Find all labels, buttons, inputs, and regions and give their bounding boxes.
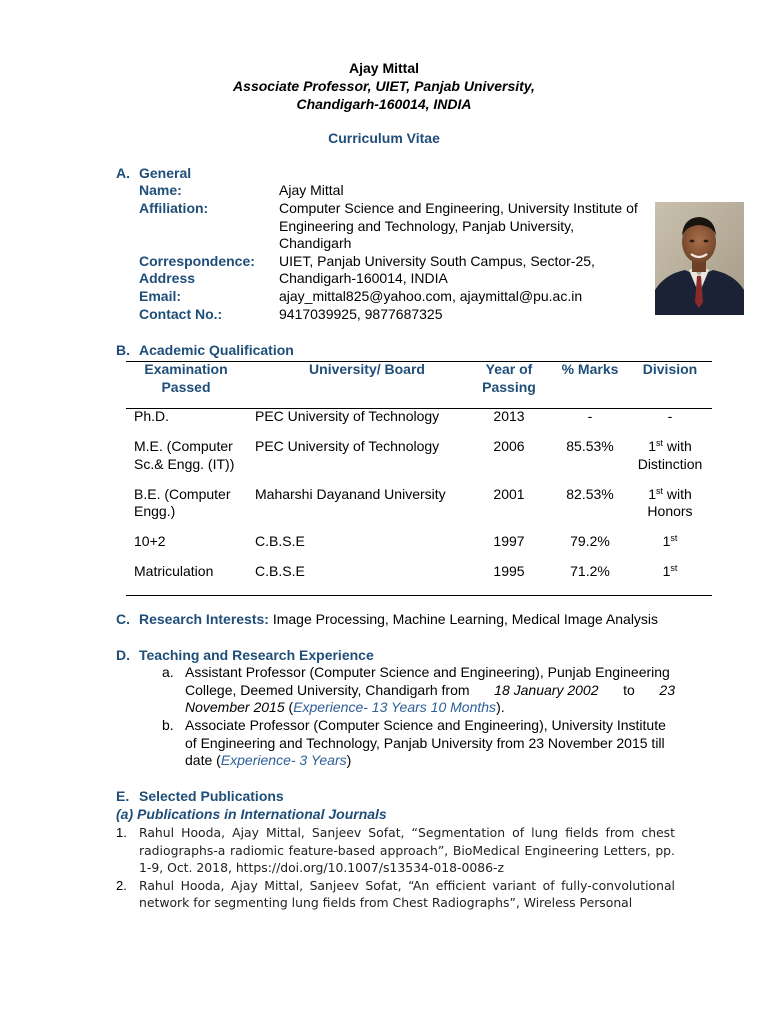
section-b-title: Academic Qualification [139, 342, 294, 358]
name-value: Ajay Mittal [279, 182, 344, 198]
exam-cell: Matriculation [134, 563, 214, 579]
contact-label: Contact No.: [139, 305, 223, 322]
name-label: Name: [139, 182, 182, 198]
year-cell: 1997 [493, 533, 525, 549]
profile-photo [655, 202, 744, 315]
contact-value: 9417039925, 9877687325 [279, 305, 443, 322]
affiliation-line-1: Computer Science and Engineering, University Institute of [279, 200, 638, 216]
publication-number: 2. [116, 877, 127, 893]
year-cell: 2006 [493, 438, 525, 454]
exp-b-duration: Experience- 3 Years [220, 752, 347, 768]
col-header-university: University/ Board [309, 361, 425, 377]
section-d-letter: D. [116, 647, 130, 663]
exam-cell: Ph.D. [134, 408, 170, 424]
col-header-exam: Examination Passed [144, 361, 228, 395]
email-label: Email: [139, 288, 182, 304]
research-interests [139, 610, 658, 628]
affiliation-label: Affiliation: [139, 200, 209, 216]
exp-a-line-3: November 2015 (Experience- 13 Years 10 Months). [185, 699, 505, 715]
table-row [134, 486, 230, 521]
exam-cell-line2: Engg.) [134, 503, 176, 519]
cv-name: Ajay Mittal [348, 60, 419, 76]
exp-a-duration: Experience- 13 Years 10 Months [293, 699, 497, 715]
exp-a-line-2: College, Deemed University, Chandigarh from 18 January 2002 to 23 [185, 681, 675, 698]
publications-subtitle: (a) Publications in International Journals [116, 806, 387, 822]
marks-cell: 79.2% [570, 533, 610, 549]
division-cell: 1st with Honors [647, 485, 693, 519]
exp-b-line-2: of Engineering and Technology, Panjab University from 23 November 2015 till [185, 734, 665, 751]
marks-cell: 71.2% [570, 563, 610, 579]
section-c-title: Research Interests: [139, 611, 269, 627]
section-b-letter: B. [116, 342, 130, 358]
division-cell: 1st [662, 563, 678, 579]
year-cell: 1995 [493, 563, 525, 579]
exam-cell: 10+2 [134, 533, 166, 549]
marks-cell: 82.53% [566, 485, 614, 502]
doc-title: Curriculum Vitae [328, 130, 440, 146]
section-e-letter: E. [116, 788, 130, 804]
division-cell: 1st [662, 533, 678, 549]
col-header-year: Year of Passing [482, 361, 536, 395]
year-cell: 2001 [493, 485, 525, 502]
research-interests-value: Image Processing, Machine Learning, Medical Image Analysis [272, 611, 659, 627]
exam-cell-line2: Sc.& Engg. (IT)) [134, 455, 235, 472]
col-header-marks: % Marks [561, 361, 619, 377]
email-value[interactable]: ajay_mittal825@yahoo.com, ajaymittal@pu.ac.in [279, 288, 583, 304]
division-cell: 1st with Distinction [637, 438, 703, 472]
university-cell: Maharshi Dayanand University [255, 485, 446, 502]
list-item: Rahul Hooda, Ajay Mittal, Sanjeev Sofat, “Segmentation of lung fields from chest radiographs-a radiomic feature-based approach”, BioMedical Engineering Letters, pp. 1-9, Oct. 2018, https://doi.org/10.1007/s13534-018-0086-z [139, 825, 675, 875]
address-label: Address [139, 270, 196, 286]
section-c-letter: C. [116, 611, 130, 627]
year-cell: 2013 [493, 408, 525, 424]
university-cell: PEC University of Technology [255, 408, 440, 424]
cv-position: Associate Professor, UIET, Panjab University, [233, 78, 535, 94]
table-row [134, 438, 234, 473]
table-row [134, 563, 213, 581]
col-header-division: Division [642, 361, 698, 377]
list-item: Rahul Hooda, Ajay Mittal, Sanjeev Sofat, “An efficient variant of fully-convolutional network for segmenting lung fields from Chest Radiographs”, Wireless Personal [139, 877, 675, 910]
section-e-title: Selected Publications [139, 788, 284, 804]
affiliation-line-3: Chandigarh [279, 235, 352, 251]
correspondence-label: Correspondence: [139, 252, 255, 269]
section-a-title: General [139, 165, 192, 181]
affiliation-line-2: Engineering and Technology, Panjab University, [279, 217, 574, 234]
exp-a-line-1: Assistant Professor (Computer Science and Engineering), Punjab Engineering [185, 664, 670, 680]
exp-b-line-1: Associate Professor (Computer Science and Engineering), University Institute [185, 717, 666, 733]
exp-b-line-3: date (Experience- 3 Years) [185, 752, 352, 768]
address-line-2: Chandigarh-160014, INDIA [279, 270, 448, 286]
publication-number: 1. [116, 825, 127, 840]
table-bottom-rule [126, 595, 712, 596]
university-cell: C.B.S.E [255, 533, 305, 549]
exp-b-marker: b. [162, 717, 174, 733]
table-row [134, 408, 169, 426]
exam-cell: B.E. (Computer [134, 485, 231, 502]
division-cell: - [667, 408, 673, 424]
section-a-letter: A. [116, 165, 130, 181]
university-cell: PEC University of Technology [255, 438, 440, 454]
marks-cell: - [587, 408, 593, 424]
exp-a-marker: a. [162, 664, 174, 680]
cv-location: Chandigarh-160014, INDIA [296, 96, 472, 112]
address-line-1: UIET, Panjab University South Campus, Sector-25, [279, 252, 595, 269]
exam-cell: M.E. (Computer [134, 438, 233, 454]
table-row [134, 533, 166, 551]
section-d-title: Teaching and Research Experience [139, 647, 374, 663]
marks-cell: 85.53% [566, 438, 614, 454]
university-cell: C.B.S.E [255, 563, 305, 579]
